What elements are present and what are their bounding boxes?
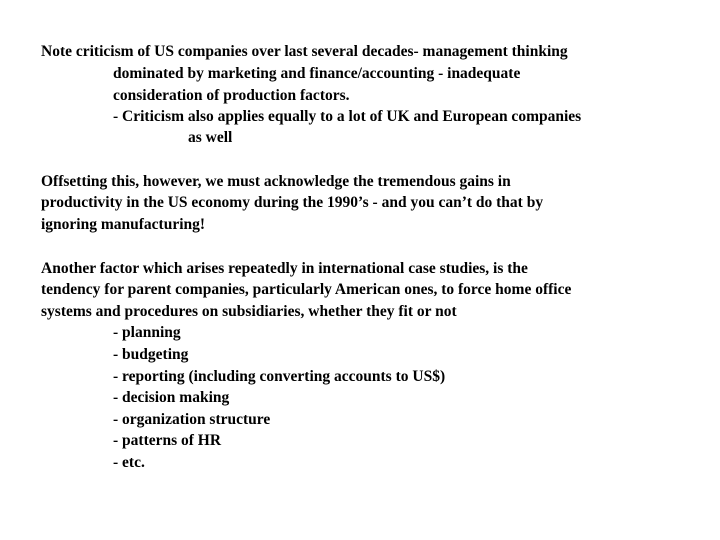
p1-line-1: Note criticism of US companies over last several decades- management thinking xyxy=(41,43,568,60)
list-item-decision-making: - decision making xyxy=(113,389,230,406)
p1-line-3: consideration of production factors. xyxy=(113,87,350,104)
list-item-etc: - etc. xyxy=(113,454,145,471)
list-item-budgeting: - budgeting xyxy=(113,346,189,363)
list-item-planning: - planning xyxy=(113,324,181,341)
p2-line-2: productivity in the US economy during the 1990’s - and you can’t do that by xyxy=(41,194,544,211)
p3-line-3: systems and procedures on subsidiaries, whether they fit or not xyxy=(41,303,457,320)
p2-line-1: Offsetting this, however, we must acknowledge the tremendous gains in xyxy=(41,173,511,190)
list-item-patterns-of-hr: - patterns of HR xyxy=(113,432,222,449)
p1-line-4: - Criticism also applies equally to a lot of UK and European companies xyxy=(113,108,582,125)
p3-line-1: Another factor which arises repeatedly in international case studies, is the xyxy=(41,260,528,277)
p3-line-2: tendency for parent companies, particularly American ones, to force home office xyxy=(41,281,572,298)
list-item-reporting: - reporting (including converting accounts to US$) xyxy=(113,368,446,385)
list-item-organization-structure: - organization structure xyxy=(113,411,271,428)
p2-line-3: ignoring manufacturing! xyxy=(41,216,206,233)
p1-line-5: as well xyxy=(188,129,233,146)
p1-line-2: dominated by marketing and finance/accounting - inadequate xyxy=(113,65,521,82)
